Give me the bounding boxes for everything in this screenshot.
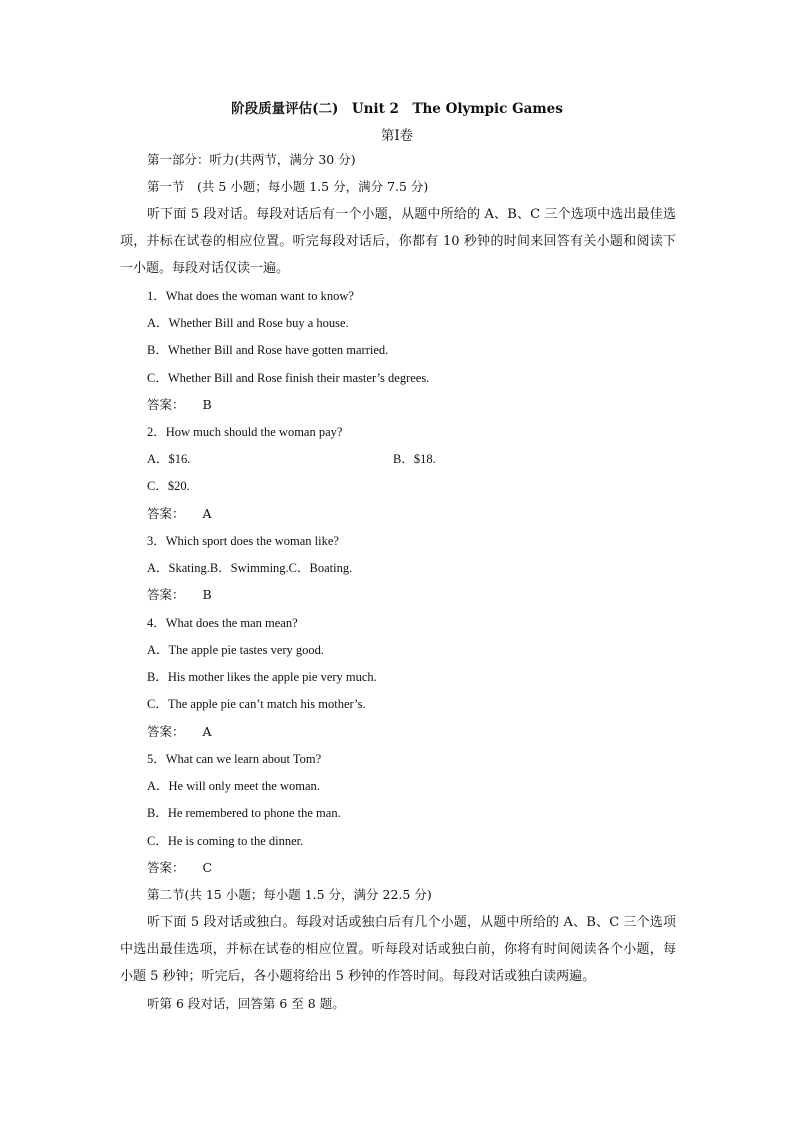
question-1-option-b: B．Whether Bill and Rose have gotten married. — [147, 343, 389, 357]
section2-instructions: 听下面 5 段对话或独白。每段对话或独白后有几个小题，从题中所给的 A、B、C 三个选项中选出最佳选项，并标在试卷的相应位置。听每段对话或独白前，你将有时间阅读各个小题，每小题 5 秒钟；听完后，各小题将给出 5 秒钟的作答时间。每段对话或独白读两遍。 — [120, 915, 676, 984]
question-3-options: A．Skating.B．Swimming.C．Boating. — [147, 561, 353, 575]
question-2-option-c: C．$20. — [147, 479, 190, 493]
question-4-stem: 4．What does the man mean? — [147, 616, 298, 630]
question-2-answer — [147, 506, 212, 522]
answer-value: B — [202, 587, 212, 602]
section2-heading: 第二节(共 15 小题；每小题 1.5 分，满分 22.5 分) — [147, 887, 432, 902]
question-4-option-b: B．His mother likes the apple pie very much. — [147, 670, 377, 684]
question-5-answer — [147, 860, 212, 876]
answer-label: 答案： — [147, 724, 185, 739]
question-2-stem: 2．How much should the woman pay? — [147, 425, 343, 439]
question-1-answer — [147, 397, 212, 413]
section1-heading: 第一节 (共 5 小题；每小题 1.5 分，满分 7.5 分) — [147, 179, 429, 194]
answer-value: C — [202, 860, 213, 875]
answer-label: 答案： — [147, 860, 185, 875]
question-1-stem: 1．What does the woman want to know? — [147, 289, 354, 303]
volume-label: 第Ⅰ卷 — [380, 128, 414, 144]
answer-label: 答案： — [147, 506, 185, 521]
answer-value: B — [202, 397, 212, 412]
answer-label: 答案： — [147, 587, 185, 602]
question-4-answer — [147, 724, 212, 740]
question-5-option-c: C．He is coming to the dinner. — [147, 834, 304, 848]
question-5-stem: 5．What can we learn about Tom? — [147, 752, 322, 766]
question-4-option-c: C．The apple pie can’t match his mother’s. — [147, 697, 366, 711]
part1-heading: 第一部分：听力(共两节，满分 30 分) — [147, 152, 356, 167]
answer-label: 答案： — [147, 397, 185, 412]
question-5-option-a: A．He will only meet the woman. — [147, 779, 320, 793]
question-1-option-c: C．Whether Bill and Rose finish their master’s degrees. — [147, 371, 430, 385]
question-4-option-a: A．The apple pie tastes very good. — [147, 643, 325, 657]
question-3-answer — [147, 587, 212, 603]
answer-value: A — [202, 506, 212, 521]
question-5-option-b: B．He remembered to phone the man. — [147, 806, 341, 820]
question-2-option-b: B．$18. — [393, 452, 436, 466]
dialogue-6-instruction: 听第 6 段对话，回答第 6 至 8 题。 — [147, 996, 345, 1011]
question-1-option-a: A．Whether Bill and Rose buy a house. — [147, 316, 349, 330]
question-3-stem: 3．Which sport does the woman like? — [147, 534, 339, 548]
section1-instructions: 听下面 5 段对话。每段对话后有一个小题，从题中所给的 A、B、C 三个选项中选出最佳选项，并标在试卷的相应位置。听完每段对话后，你都有 10 秒钟的时间来回答有关小题和阅读下一小题。每段对话仅读一遍。 — [120, 207, 676, 276]
question-2-option-a: A．$16. — [147, 452, 191, 466]
answer-value: A — [202, 724, 212, 739]
page-title: 阶段质量评估(二) Unit 2 The Olympic Games — [231, 101, 563, 117]
